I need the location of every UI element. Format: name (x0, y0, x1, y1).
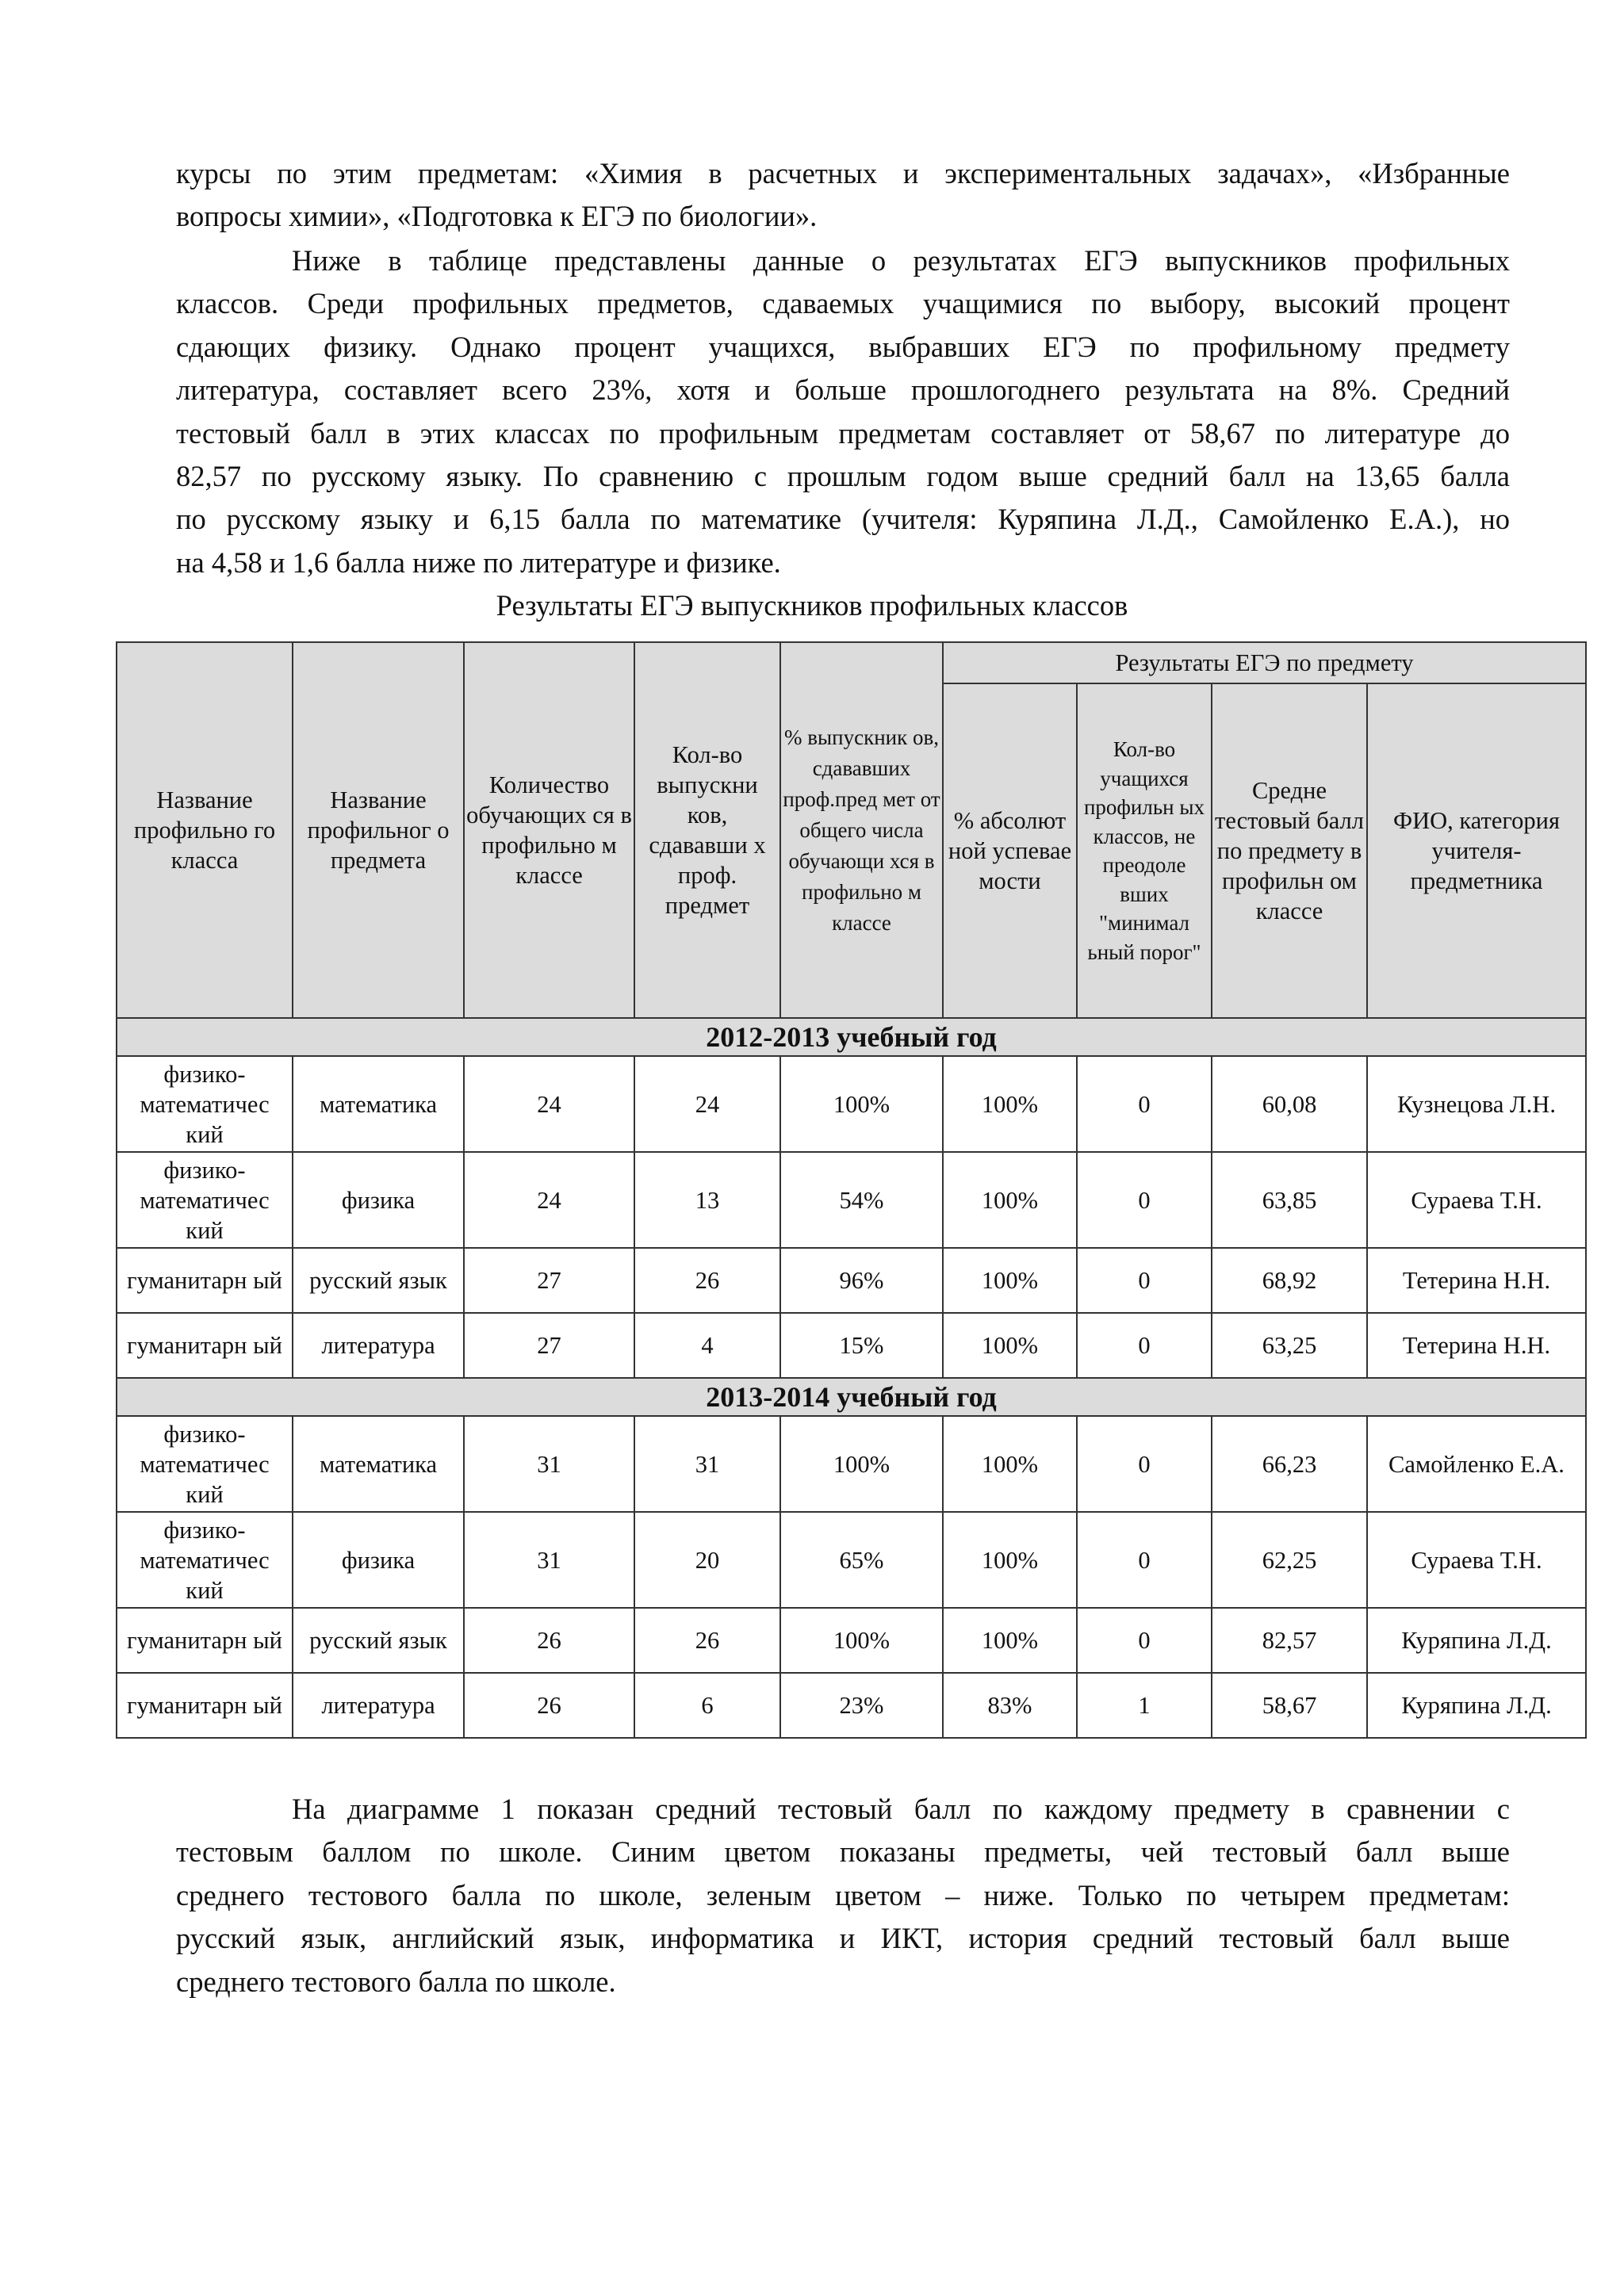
cell-students: 27 (464, 1313, 634, 1378)
diagram-line: русский язык, английский язык, информатика и ИКТ, история средний тестовый балл выше (176, 1922, 1510, 1955)
cell-subject: русский язык (293, 1248, 464, 1313)
cell-graduates: 26 (634, 1608, 780, 1673)
cell-graduates: 26 (634, 1248, 780, 1313)
cell-success: 100% (943, 1416, 1077, 1512)
cell-teacher: Сураева Т.Н. (1367, 1512, 1586, 1608)
table-row (117, 1673, 1586, 1738)
analysis-line: 82,57 по русскому языку. По сравнению с прошлым годом выше средний балл на 13,65 балла (176, 460, 1510, 493)
diagram-line: На диаграмме 1 показан средний тестовый балл по каждому предмету в сравнении с (292, 1793, 1510, 1825)
cell-class-name: гуманитарн ый (117, 1248, 293, 1313)
cell-teacher: Куряпина Л.Д. (1367, 1673, 1586, 1738)
cell-students: 31 (464, 1416, 634, 1512)
cell-teacher: Самойленко Е.А. (1367, 1416, 1586, 1512)
cell-graduates: 24 (634, 1056, 780, 1152)
header-graduates-percent: % выпускник ов, сдававших проф.пред мет от общего числа обучающи хся в профильно м классе (780, 642, 943, 1018)
header-students-count: Количество обучающих ся в профильно м классе (464, 642, 634, 1018)
cell-class-name: физико-математичес кий (117, 1152, 293, 1248)
cell-class-name: физико-математичес кий (117, 1512, 293, 1608)
cell-percent: 100% (780, 1056, 943, 1152)
header-avg-score: Средне тестовый балл по предмету в профильн ом классе (1212, 683, 1367, 1018)
cell-class-name: гуманитарн ый (117, 1313, 293, 1378)
header-results-group: Результаты ЕГЭ по предмету (943, 642, 1586, 683)
analysis-line: литература, составляет всего 23%, хотя и больше прошлогоднего результата на 8%. Средний (176, 373, 1510, 407)
cell-students: 24 (464, 1152, 634, 1248)
cell-percent: 15% (780, 1313, 943, 1378)
cell-avg: 63,25 (1212, 1313, 1367, 1378)
diagram-line: тестовым баллом по школе. Синим цветом показаны предметы, чей тестовый балл выше (176, 1835, 1510, 1869)
cell-students: 26 (464, 1673, 634, 1738)
cell-percent: 96% (780, 1248, 943, 1313)
cell-students: 24 (464, 1056, 634, 1152)
analysis-line: тестовый балл в этих классах по профильным предметам составляет от 58,67 по литературе до (176, 416, 1510, 450)
cell-teacher: Куряпина Л.Д. (1367, 1608, 1586, 1673)
cell-students: 27 (464, 1248, 634, 1313)
cell-teacher: Тетерина Н.Н. (1367, 1313, 1586, 1378)
cell-graduates: 13 (634, 1152, 780, 1248)
cell-subject: математика (293, 1056, 464, 1152)
cell-students: 31 (464, 1512, 634, 1608)
cell-class-name: гуманитарн ый (117, 1608, 293, 1673)
ege-results-table (116, 641, 1587, 1739)
cell-percent: 100% (780, 1608, 943, 1673)
cell-avg: 82,57 (1212, 1608, 1367, 1673)
table-row (117, 1152, 1586, 1248)
cell-avg: 60,08 (1212, 1056, 1367, 1152)
table-row (117, 1416, 1586, 1512)
cell-percent: 65% (780, 1512, 943, 1608)
cell-teacher: Тетерина Н.Н. (1367, 1248, 1586, 1313)
analysis-line: на 4,58 и 1,6 балла ниже по литературе и физике. (176, 545, 781, 579)
header-success-percent: % абсолют ной успевае мости (943, 683, 1077, 1018)
cell-success: 83% (943, 1673, 1077, 1738)
cell-students: 26 (464, 1608, 634, 1673)
cell-subject: физика (293, 1512, 464, 1608)
table-caption: Результаты ЕГЭ выпускников профильных классов (496, 589, 1128, 622)
cell-below: 0 (1077, 1313, 1212, 1378)
cell-avg: 63,85 (1212, 1152, 1367, 1248)
intro-line: вопросы химии», «Подготовка к ЕГЭ по биологии». (176, 200, 818, 233)
cell-avg: 58,67 (1212, 1673, 1367, 1738)
diagram-line: среднего тестового балла по школе, зеленым цветом – ниже. Только по четырем предметам: (176, 1878, 1510, 1911)
cell-below: 0 (1077, 1512, 1212, 1608)
header-graduates-count: Кол-во выпускни ков, сдававши х проф. предмет (634, 642, 780, 1018)
cell-graduates: 31 (634, 1416, 780, 1512)
analysis-line: по русскому языку и 6,15 балла по математике (учителя: Куряпина Л.Д., Самойленко Е.А.), но (176, 503, 1510, 536)
header-subject-name: Название профильног о предмета (293, 642, 464, 1018)
cell-class-name: гуманитарн ый (117, 1673, 293, 1738)
cell-percent: 100% (780, 1416, 943, 1512)
cell-below: 0 (1077, 1056, 1212, 1152)
analysis-line: классов. Среди профильных предметов, сдаваемых учащимися по выбору, высокий процент (176, 287, 1510, 320)
table-row (117, 1608, 1586, 1673)
cell-avg: 66,23 (1212, 1416, 1367, 1512)
cell-graduates: 20 (634, 1512, 780, 1608)
cell-success: 100% (943, 1313, 1077, 1378)
cell-graduates: 6 (634, 1673, 780, 1738)
table-row (117, 1248, 1586, 1313)
header-below-threshold: Кол-во учащихся профильн ых классов, не преодоле вших "минимал ьный порог" (1077, 683, 1212, 1018)
intro-paragraph (176, 152, 1510, 239)
analysis-line: сдающих физику. Однако процент учащихся, выбравших ЕГЭ по профильному предмету (176, 330, 1510, 363)
cell-success: 100% (943, 1056, 1077, 1152)
intro-line: курсы по этим предметам: «Химия в расчетных и экспериментальных задачах», «Избранные (176, 157, 1510, 189)
cell-below: 0 (1077, 1248, 1212, 1313)
cell-teacher: Сураева Т.Н. (1367, 1152, 1586, 1248)
diagram-paragraph (176, 1788, 1510, 2003)
year-label: 2012-2013 учебный год (117, 1018, 1586, 1056)
cell-subject: литература (293, 1313, 464, 1378)
header-teacher: ФИО, категория учителя-предметника (1367, 683, 1586, 1018)
cell-success: 100% (943, 1608, 1077, 1673)
cell-subject: русский язык (293, 1608, 464, 1673)
table-row (117, 1512, 1586, 1608)
cell-subject: литература (293, 1673, 464, 1738)
year-label: 2013-2014 учебный год (117, 1378, 1586, 1416)
analysis-paragraph (176, 239, 1510, 584)
header-class-name: Название профильно го класса (117, 642, 293, 1018)
cell-below: 0 (1077, 1152, 1212, 1248)
analysis-line: Ниже в таблице представлены данные о результатах ЕГЭ выпускников профильных (292, 244, 1510, 277)
cell-teacher: Кузнецова Л.Н. (1367, 1056, 1586, 1152)
cell-class-name: физико-математичес кий (117, 1416, 293, 1512)
cell-below: 1 (1077, 1673, 1212, 1738)
cell-subject: физика (293, 1152, 464, 1248)
cell-success: 100% (943, 1152, 1077, 1248)
cell-avg: 62,25 (1212, 1512, 1367, 1608)
cell-percent: 23% (780, 1673, 943, 1738)
table-row (117, 1313, 1586, 1378)
cell-percent: 54% (780, 1152, 943, 1248)
table-row (117, 1056, 1586, 1152)
cell-graduates: 4 (634, 1313, 780, 1378)
cell-class-name: физико-математичес кий (117, 1056, 293, 1152)
cell-subject: математика (293, 1416, 464, 1512)
cell-success: 100% (943, 1512, 1077, 1608)
diagram-line: среднего тестового балла по школе. (176, 1965, 616, 1998)
cell-success: 100% (943, 1248, 1077, 1313)
cell-below: 0 (1077, 1608, 1212, 1673)
cell-avg: 68,92 (1212, 1248, 1367, 1313)
cell-below: 0 (1077, 1416, 1212, 1512)
